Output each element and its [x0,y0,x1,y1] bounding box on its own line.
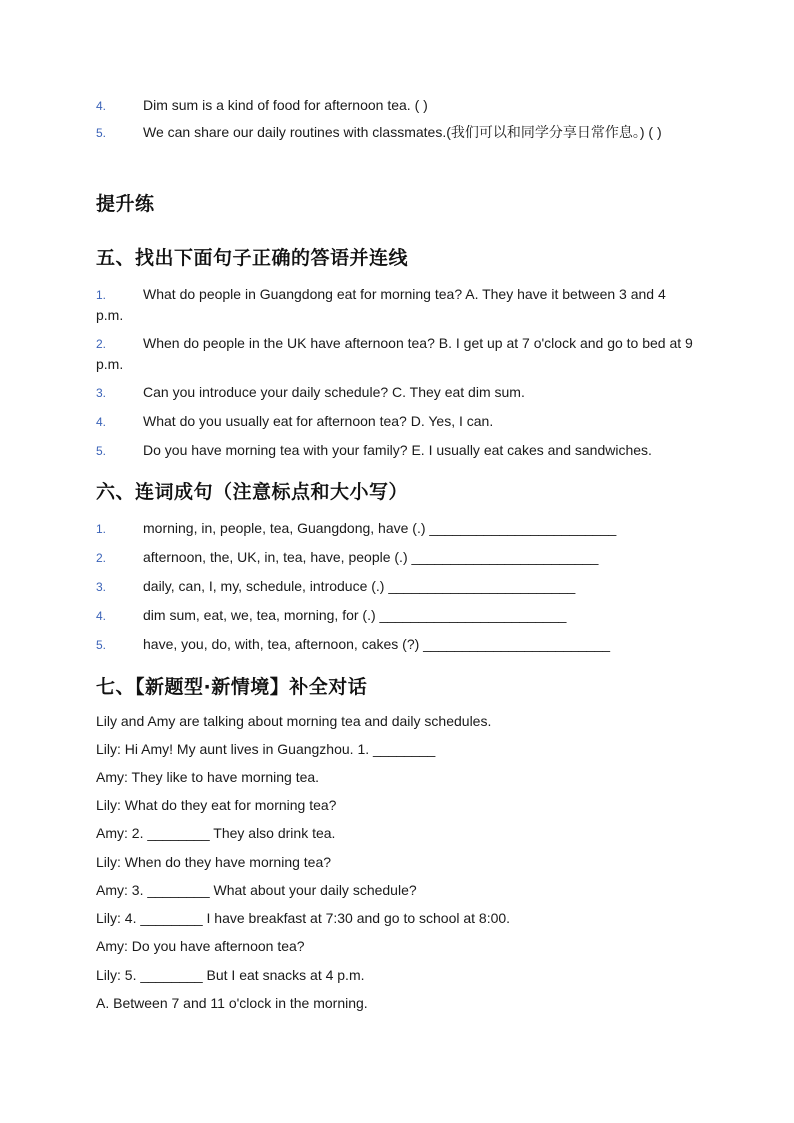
item-text: What do people in Guangdong eat for morning tea? A. They have it between 3 and 4 p.m. [96,286,666,323]
item-number: 2. [96,551,107,565]
item-number: 4. [96,99,107,113]
item-text: afternoon, the, UK, in, tea, have, people (.) ________________________ [143,549,599,565]
dialogue-line: Amy: 2. ________ They also drink tea. [96,825,336,841]
item-number: 5. [96,638,107,652]
section-six-list [96,518,696,655]
item-number: 3. [96,580,107,594]
item-number: 1. [96,522,107,536]
list-item [96,634,696,655]
dialogue-line: Lily: What do they eat for morning tea? [96,797,337,813]
level-title: 提升练 [96,193,155,215]
section-six-title: 六、连词成句（注意标点和大小写） [96,481,409,503]
item-text: Can you introduce your daily schedule? C. They eat dim sum. [143,384,525,400]
dialogue-line: Lily: Hi Amy! My aunt lives in Guangzhou. 1. ________ [96,741,436,757]
dialogue-line: Amy: 3. ________ What about your daily schedule? [96,882,417,898]
list-item [96,95,696,115]
item-text: Do you have morning tea with your family? E. I usually eat cakes and sandwiches. [143,442,652,458]
dialogue-line: Amy: Do you have afternoon tea? [96,938,305,954]
item-number: 5. [96,444,107,458]
item-number: 2. [96,337,107,351]
list-item [96,576,696,597]
list-item [96,547,696,568]
dialogue-intro: Lily and Amy are talking about morning tea and daily schedules. [96,713,492,729]
item-text: daily, can, I, my, schedule, introduce (.) ________________________ [143,578,576,594]
answer-option: A. Between 7 and 11 o'clock in the morning. [96,995,368,1011]
list-item [96,518,696,539]
dialogue-line: Amy: They like to have morning tea. [96,769,320,785]
dialogue-line: Lily: When do they have morning tea? [96,854,332,870]
section-five-list [96,284,696,461]
item-text: We can share our daily routines with classmates.(我们可以和同学分享日常作息。) ( ) [143,124,662,140]
item-text: Dim sum is a kind of food for afternoon tea. ( ) [143,97,428,113]
section-five-title: 五、找出下面句子正确的答语并连线 [96,247,409,269]
section-four-list [96,95,696,143]
list-item [96,122,696,143]
item-text: What do you usually eat for afternoon tea? D. Yes, I can. [143,413,494,429]
item-number: 5. [96,126,107,140]
item-text: dim sum, eat, we, tea, morning, for (.) ________________________ [143,607,567,623]
item-text: morning, in, people, tea, Guangdong, have (.) ________________________ [143,520,617,536]
item-number: 1. [96,288,107,302]
item-text: When do people in the UK have afternoon tea? B. I get up at 7 o'clock and go to bed at 9 p.m. [96,335,693,372]
section-seven-title: 七、【新题型·新情境】补全对话 [96,676,368,698]
list-item [96,333,696,374]
item-number: 3. [96,386,107,400]
dialogue-line: Lily: 4. ________ I have breakfast at 7:30 and go to school at 8:00. [96,910,511,926]
dialogue-line: Lily: 5. ________ But I eat snacks at 4 p.m. [96,967,365,983]
list-item [96,440,696,461]
list-item [96,284,696,325]
item-number: 4. [96,609,107,623]
list-item [96,382,696,403]
item-text: have, you, do, with, tea, afternoon, cakes (?) ________________________ [143,636,611,652]
item-number: 4. [96,415,107,429]
list-item [96,411,696,432]
list-item [96,605,696,626]
